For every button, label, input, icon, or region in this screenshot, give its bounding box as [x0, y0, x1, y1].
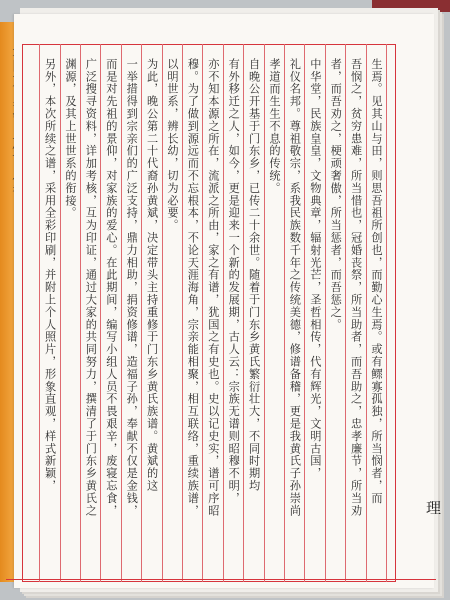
right-edge-glyph: 理 — [424, 500, 442, 517]
text-column: 吾悯之，贫穷患难，所当惜也，冠婚丧祭，所当助者，而吾助之，忠孝廉节，所当劝 — [349, 58, 363, 517]
text-column: 另外，本次所续之谱，采用全彩印刷，并附上个人照片，形象直观，样式新颖， — [43, 58, 57, 492]
text-column: 亦不知本源之所在，流派之所由，家之有谱，犹国之有史也。史以记史实，谱可序昭 — [206, 58, 220, 517]
text-column: 自晚公开基于门东乡，已传二十余世。随着于门东乡黄氏繁衍壮大，不同时期均 — [247, 58, 261, 492]
text-column: 礼仪名邦。尊祖敬宗，系我民族数千年之传统美德，修谱备稽，更是我黄氏子孙崇尚 — [288, 58, 302, 517]
text-column: 孝道而生生不息的传统。 — [268, 58, 281, 195]
text-column: 为此，晚公第二十代裔孙黄斌，决定带头主持重修于门东乡黄氏族谱。黄斌的这 — [145, 58, 159, 492]
text-column: 而是对先祖的景仰，对家族的爱心。在此期间，编写小组人员不畏艰辛，废寝忘食， — [104, 58, 118, 517]
text-column: 以明世系，辨长幼，切为必要。 — [166, 58, 179, 232]
text-column: 有外移迁之人，如今，更是迎来一个新的发展期，古人云：宗族无谱则昭穆不明， — [227, 58, 241, 505]
text-column: 中华堂，民族皇皇，文物典章，辐射光芒，圣哲相传，代有辉光，文明古国， — [308, 58, 322, 480]
text-column: 一举措得到宗亲们的广泛支持，鼎力相助，捐资修谱，造福子孙，奉献不仅是金钱， — [125, 58, 139, 517]
bottom-rule — [6, 579, 436, 580]
text-column: 渊源，及其上世世系的衔接。 — [64, 58, 77, 220]
text-column: 穆。为了做到源远而不忘根本，不论天涯海角，宗亲能相聚，相互联络，重续族谱， — [186, 58, 200, 517]
right-page-edge — [424, 30, 450, 590]
text-column: 者，而吾劝之，梗顽奢傲，所当惩者，而吾惩之。 — [329, 58, 343, 331]
text-column: 广泛搜寻资料，详加考核，互为印证，通过大家的共同努力，撰清了于门东乡黄氏之 — [84, 58, 98, 517]
column-rule — [386, 44, 387, 582]
text-column: 生焉。见其山与田，则思吾祖所创也，而勤心生焉。或有鳏寡孤独，所当悯者，而 — [370, 58, 383, 505]
